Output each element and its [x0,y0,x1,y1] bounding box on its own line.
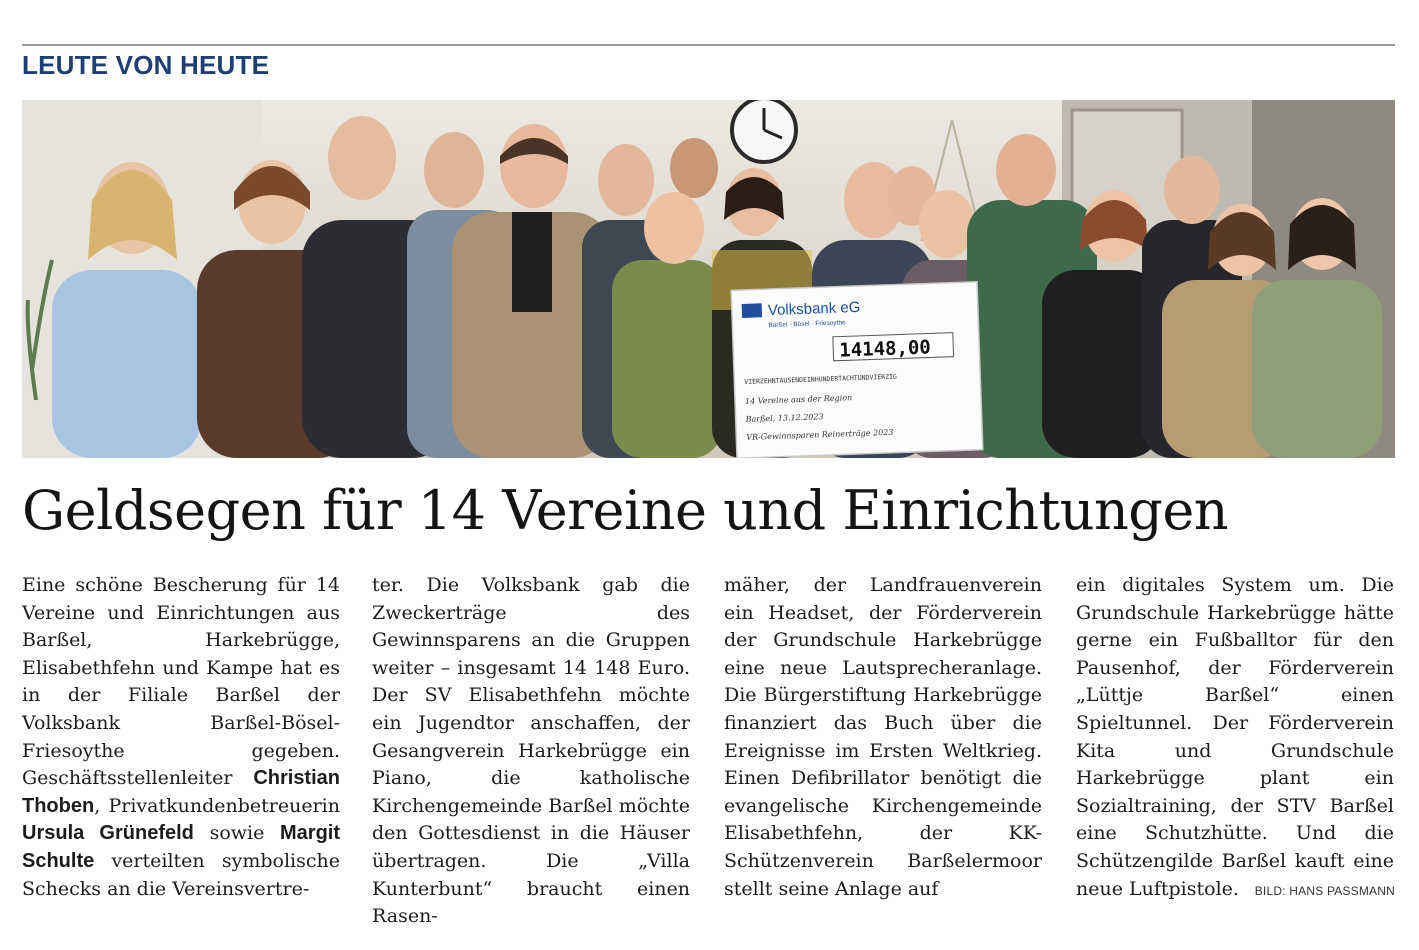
volksbank-logo-icon [742,303,762,318]
photo-credit: BILD: HANS PASSMANN [1254,884,1395,898]
cheque-words: VIERZEHNTAUSENDEINHUNDERTACHTUNDVIERZIG [744,372,898,386]
col1-text-3: sowie [209,822,265,845]
cheque [731,282,983,458]
article-column-2: ter. Die Volksbank gab die Zweckerträge des Gewinnsparens an die Gruppen weiter – insgesamt 14 148 Euro. Der SV Elisabethfehn möchte ein Jugendtor anschaffen, der Gesangverein Harkebrügge ein Piano, die katholische Kirchengemeinde Barßel möchte den Gottesdienst in die Häuser übertragen. Die „Villa Kunterbunt“ braucht einen Rasen- [372,574,690,928]
person-name-margit-schulte: Margit Schulte [22,822,341,872]
article-column-1 [22,572,340,903]
group-photo [22,100,1395,458]
cheque-recipient: 14 Vereine aus der Region [744,393,853,406]
article-column-3: mäher, der Landfrauenverein ein Headset, der Förderverein der Grundschule Harkebrügge eine neue Lautsprecheranlage. Die Bürgerstiftung Harkebrügge finanziert das Buch über die Ereignisse im Ersten Weltkrieg. Einen Defibrillator benötigt die evangelische Kirchengemeinde Elisabethfehn, der KK-Schützenverein Barßelermoor stellt seine Anlage auf [724,574,1042,900]
cheque-place-date: Barßel, 13.12.2023 [745,412,824,424]
person-name-ursula-gruenefeld: Ursula Grünefeld [22,822,194,845]
wall-clock [732,100,796,162]
col1-text-2: , Privatkundenbetreuerin [94,794,340,817]
col1-text-4: verteilten symbolische Schecks an die Vereinsvertre- [22,849,340,900]
headline: Geldsegen für 14 Vereine und Einrichtungen [22,479,1229,542]
cheque-bank: Volksbank eG [767,298,861,320]
section-label: LEUTE VON HEUTE [22,50,270,80]
person-name-christian-thoben: Christian Thoben [22,767,340,817]
cheque-branches: Barßel · Bösel · Friesoythe [768,319,846,330]
cheque-signature: VR-Gewinnsparen Reinerträge 2023 [746,427,894,442]
cheque-amount: 14148,00 [838,336,932,362]
section-rule [22,44,1395,46]
group-photo-illustration [22,100,1395,458]
article-column-4: ein digitales System um. Die Grundschule Harkebrügge hätte gerne ein Fußballtor für den Pausenhof, der Förderverein „Lüttje Barßel“ einen Spieltunnel. Der Förderverein Kita und Grundschule Harkebrügge plant ein Sozialtraining, der STV Barßel eine Schutzhütte. Und die Schützengilde Barßel kauft eine neue Luftpistole. [1076,574,1394,900]
col1-text-1: Eine schöne Bescherung für 14 Vereine und Einrichtungen aus Barßel, Harkebrügge, Elisabethfehn und Kampe hat es in der Filiale Barßel der Volksbank Barßel-Bösel-Friesoythe gegeben. Geschäftsstellenleiter [22,574,340,790]
